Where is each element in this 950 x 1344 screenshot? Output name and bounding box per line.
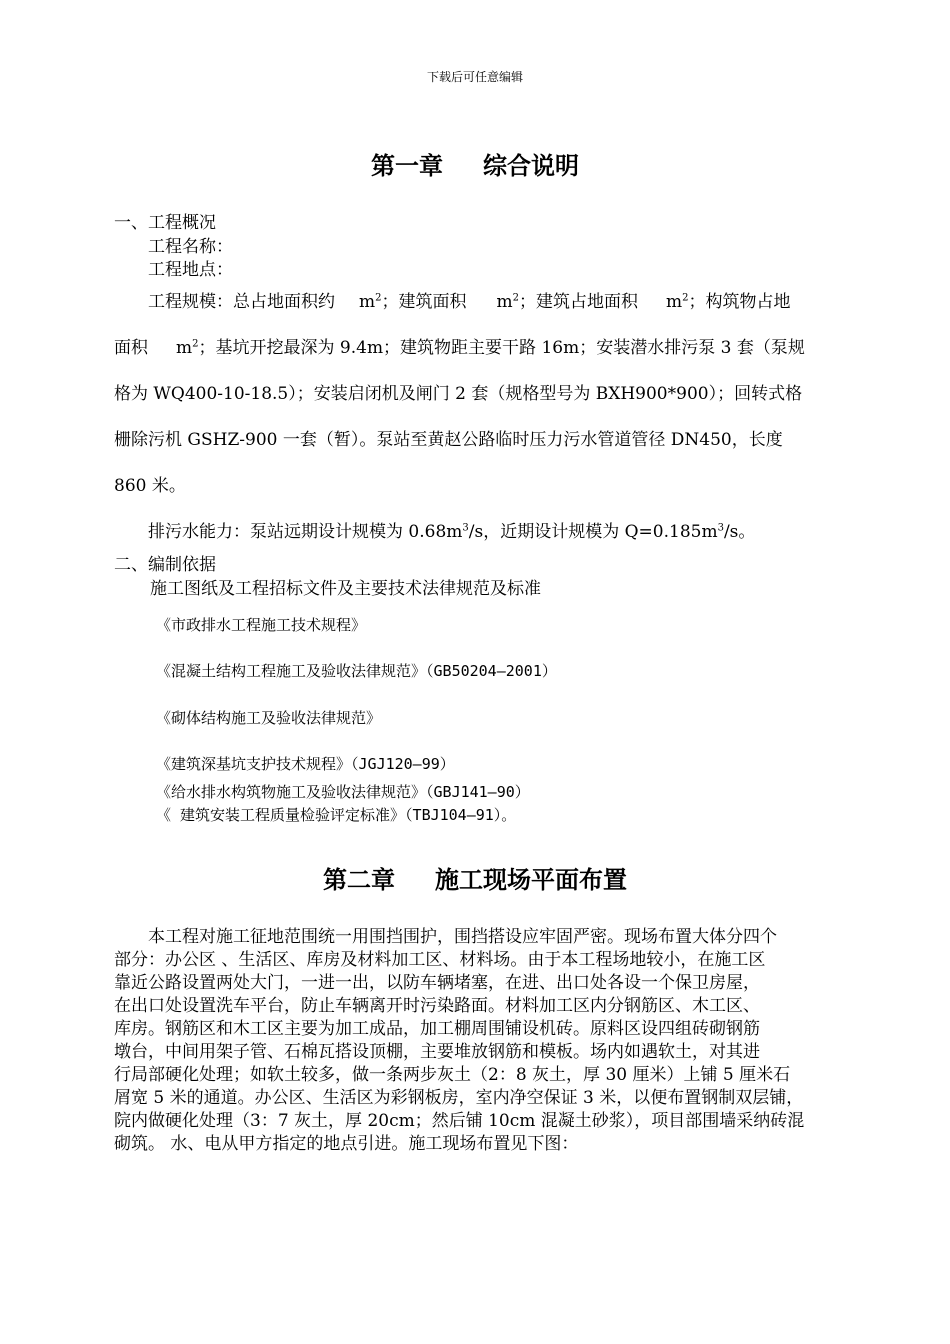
discharge-text: /s。 <box>723 522 756 542</box>
discharge-capacity <box>148 517 755 542</box>
site-paragraph-line: 院内做硬化处理（3：7 灰土，厚 20cm；然后铺 10cm 混凝土砂浆），项目部围墙采纳砖混 <box>114 1111 805 1131</box>
reference-item: 《建筑深基坑支护技术规程》（JGJ120—99） <box>156 755 455 773</box>
section-1-heading: 一、工程概况 <box>114 213 216 233</box>
scale-line-2 <box>114 333 805 358</box>
superscript: 2 <box>682 292 689 304</box>
discharge-text: 排污水能力：泵站远期设计规模为 0.68m <box>148 522 463 542</box>
scale-line-1 <box>148 287 791 312</box>
discharge-text: /s，近期设计规模为 Q=0.185m <box>468 522 718 542</box>
scale-text: ；建筑占地面积 <box>519 292 638 312</box>
reference-item: 《给水排水构筑物施工及验收法律规范》（GBJ141—90） <box>156 783 530 801</box>
superscript: 2 <box>512 292 519 304</box>
scale-text: 工程规模：总占地面积约 <box>148 292 335 312</box>
superscript: 3 <box>717 522 724 534</box>
section-2-heading: 二、编制依据 <box>114 555 216 575</box>
unit: m <box>666 292 683 312</box>
chapter-1-name: 综合说明 <box>483 151 579 180</box>
unit: m <box>359 292 376 312</box>
chapter-1-title <box>0 146 950 181</box>
unit: m <box>496 292 513 312</box>
scale-text: ；建筑面积 <box>381 292 467 312</box>
chapter-2-number: 第二章 <box>323 865 395 894</box>
scale-text: ；基坑开挖最深为 9.4m；建筑物距主要干路 16m；安装潜水排污泵 3 套（泵规 <box>198 338 805 358</box>
chapter-1-number: 第一章 <box>371 151 443 180</box>
site-paragraph-line: 屑宽 5 米的通道。办公区、生活区为彩钢板房，室内净空保证 3 米，以便布置钢制双层铺， <box>114 1088 804 1108</box>
site-paragraph-line: 在出口处设置洗车平台，防止车辆离开时污染路面。材料加工区内分钢筋区、木工区、 <box>114 996 760 1016</box>
superscript: 2 <box>192 338 199 350</box>
scale-text: ；构筑物占地 <box>688 292 791 312</box>
superscript: 3 <box>462 522 469 534</box>
site-paragraph-line: 砌筑。 水、电从甲方指定的地点引进。施工现场布置见下图： <box>114 1134 579 1154</box>
site-paragraph-line: 墩台，中间用架子管、石棉瓦搭设顶棚，主要堆放钢筋和模板。场内如遇软土，对其进 <box>114 1042 760 1062</box>
reference-item: 《市政排水工程施工技术规程》 <box>156 616 367 634</box>
site-paragraph-line: 库房。钢筋区和木工区主要为加工成品，加工棚周围铺设机砖。原料区设四组砖砌钢筋 <box>114 1019 760 1039</box>
superscript: 2 <box>375 292 382 304</box>
chapter-2-title <box>0 860 950 895</box>
project-name-label: 工程名称： <box>148 237 233 257</box>
scale-text: 面积 <box>114 338 148 358</box>
scale-line-4: 栅除污机 GSHZ-900 一套（暂）。泵站至黄赵公路临时压力污水管道管径 DN450，长度 <box>114 430 783 450</box>
unit: m <box>176 338 193 358</box>
reference-item: 《 建筑安装工程质量检验评定标准》（TBJ104—91）。 <box>156 806 517 824</box>
chapter-2-name: 施工现场平面布置 <box>435 865 627 894</box>
site-paragraph-line: 行局部硬化处理；如软土较多，做一条两步灰土（2：8 灰土，厚 30 厘米）上铺 5 厘米石 <box>114 1065 791 1085</box>
site-paragraph-line: 本工程对施工征地范围统一用围挡围护，围挡搭设应牢固严密。现场布置大体分四个 <box>148 927 777 947</box>
basis-intro: 施工图纸及工程招标文件及主要技术法律规范及标准 <box>150 579 541 599</box>
scale-line-3: 格为 WQ400-10-18.5）；安装启闭机及闸门 2 套（规格型号为 BXH900*900）；回转式格 <box>114 384 803 404</box>
project-location-label: 工程地点： <box>148 260 233 280</box>
reference-item: 《混凝土结构工程施工及验收法律规范》（GB50204—2001） <box>156 662 557 680</box>
reference-item: 《砌体结构施工及验收法律规范》 <box>156 709 382 727</box>
site-paragraph-line: 部分：办公区 、生活区、库房及材料加工区、材料场。由于本工程场地较小，在施工区 <box>114 950 766 970</box>
scale-line-5: 860 米。 <box>114 476 186 496</box>
header-note: 下载后可任意编辑 <box>426 70 523 84</box>
site-paragraph-line: 靠近公路设置两处大门，一进一出，以防车辆堵塞，在进、出口处各设一个保卫房屋， <box>114 973 760 993</box>
